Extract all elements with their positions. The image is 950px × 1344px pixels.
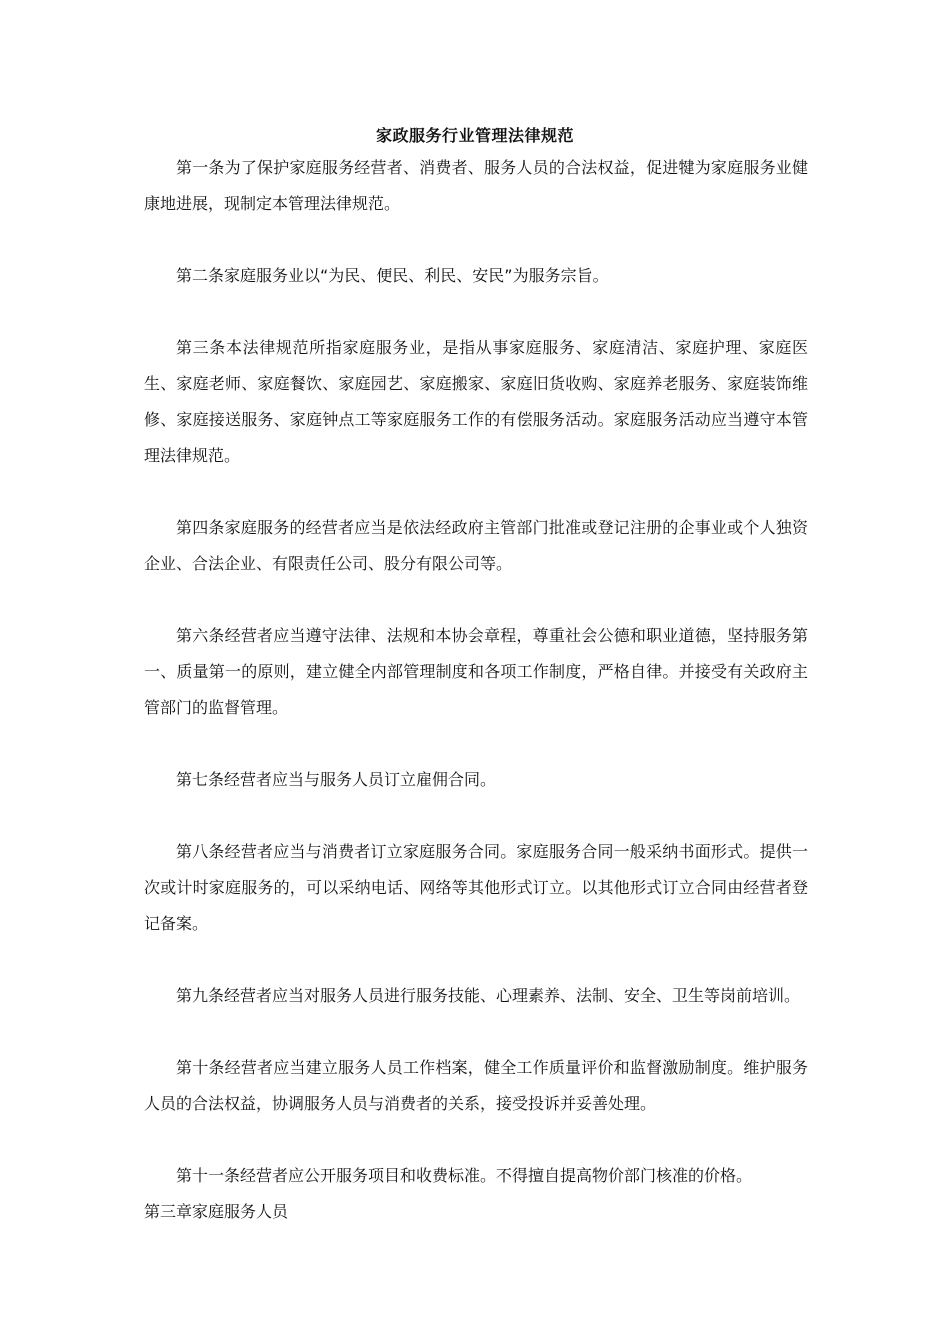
chapter-heading: 第三章家庭服务人员 — [144, 1202, 289, 1221]
article-1-paragraph: 第一条为了保护家庭服务经营者、消费者、服务人员的合法权益，促进犍为家庭服务业健康地进展，现制定本管理法律规范。 — [144, 158, 808, 213]
article-7-paragraph: 第七条经营者应当与服务人员订立雇佣合同。 — [176, 770, 497, 789]
article-4-paragraph: 第四条家庭服务的经营者应当是依法经政府主管部门批准或登记注册的企事业或个人独资企业、合法企业、有限责任公司、股分有限公司等。 — [144, 518, 808, 573]
article-11-paragraph: 第十一条经营者应公开服务项目和收费标准。不得擅自提高物价部门核准的价格。 — [176, 1166, 753, 1185]
article-6-paragraph: 第六条经营者应当遵守法律、法规和本协会章程，尊重社会公德和职业道德，坚持服务第一、质量第一的原则，建立健全内部管理制度和各项工作制度，严格自律。并接受有关政府主管部门的监督管理。 — [144, 626, 808, 717]
article-9-paragraph: 第九条经营者应当对服务人员进行服务技能、心理素养、法制、安全、卫生等岗前培训。 — [176, 986, 801, 1005]
article-10-paragraph: 第十条经营者应当建立服务人员工作档案，健全工作质量评价和监督激励制度。维护服务人员的合法权益，协调服务人员与消费者的关系，接受投诉并妥善处理。 — [144, 1058, 808, 1113]
article-8-paragraph: 第八条经营者应当与消费者订立家庭服务合同。家庭服务合同一般采纳书面形式。提供一次或计时家庭服务的，可以采纳电话、网络等其他形式订立。以其他形式订立合同由经营者登记备案。 — [144, 842, 808, 933]
document-title: 家政服务行业管理法律规范 — [375, 126, 574, 145]
article-3-paragraph: 第三条本法律规范所指家庭服务业，是指从事家庭服务、家庭清洁、家庭护理、家庭医生、家庭老师、家庭餐饮、家庭园艺、家庭搬家、家庭旧货收购、家庭养老服务、家庭装饰维修、家庭接送服务、家庭钟点工等家庭服务工作的有偿服务活动。家庭服务活动应当遵守本管理法律规范。 — [144, 338, 808, 465]
article-2-paragraph: 第二条家庭服务业以“为民、便民、利民、安民”为服务宗旨。 — [176, 266, 609, 285]
document-body — [144, 150, 808, 1230]
